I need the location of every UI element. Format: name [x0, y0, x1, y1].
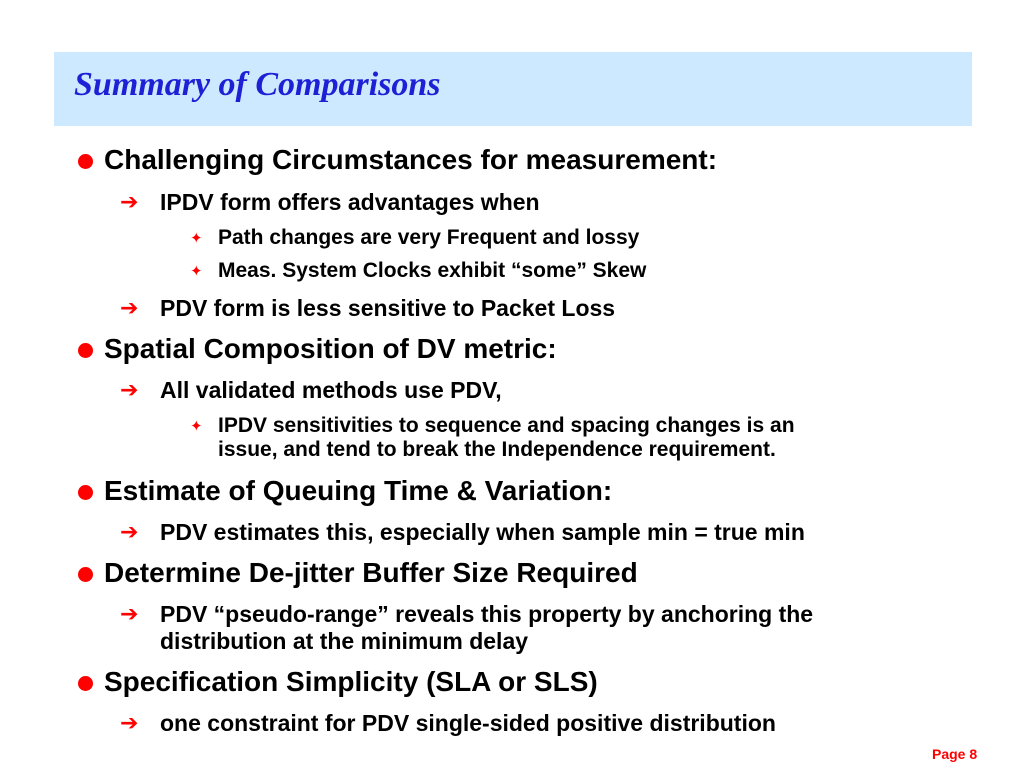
- page-number: Page 8: [932, 746, 978, 762]
- bullet-4-sub-1-line-1: PDV “pseudo-range” reveals this property by anchoring the: [160, 601, 814, 627]
- right-arrow-icon: ➔: [120, 601, 139, 626]
- bullet-5-sub-1: one constraint for PDV single-sided positive distribution: [160, 710, 776, 736]
- bullet-3-sub-1: PDV estimates this, especially when sample min = true min: [160, 519, 805, 545]
- circle-bullet-icon: [78, 567, 93, 582]
- right-arrow-icon: ➔: [120, 710, 139, 735]
- four-point-star-icon: ✦: [190, 230, 203, 247]
- bullet-1-sub-1-point-1: Path changes are very Frequent and lossy: [218, 226, 640, 249]
- bullet-1: Challenging Circumstances for measurement:: [104, 144, 718, 175]
- bullet-2-sub-1: All validated methods use PDV,: [160, 377, 502, 403]
- title-bar: [54, 52, 972, 126]
- circle-bullet-icon: [78, 343, 93, 358]
- bullet-1-sub-2: PDV form is less sensitive to Packet Loss: [160, 295, 616, 321]
- bullet-1-sub-1: IPDV form offers advantages when: [160, 189, 540, 215]
- circle-bullet-icon: [78, 154, 93, 169]
- bullet-2: Spatial Composition of DV metric:: [104, 333, 557, 364]
- right-arrow-icon: ➔: [120, 519, 139, 544]
- circle-bullet-icon: [78, 485, 93, 500]
- bullet-2-sub-1-point-1-line-2: issue, and tend to break the Independence requirement.: [218, 438, 776, 461]
- bullet-2-sub-1-point-1-line-1: IPDV sensitivities to sequence and spacing changes is an: [218, 414, 795, 437]
- bullet-5: Specification Simplicity (SLA or SLS): [104, 666, 598, 697]
- right-arrow-icon: ➔: [120, 189, 139, 214]
- circle-bullet-icon: [78, 676, 93, 691]
- right-arrow-icon: ➔: [120, 377, 139, 402]
- right-arrow-icon: ➔: [120, 295, 139, 320]
- bullet-1-sub-1-point-2: Meas. System Clocks exhibit “some” Skew: [218, 259, 647, 282]
- bullet-4-sub-1-line-2: distribution at the minimum delay: [160, 628, 529, 654]
- four-point-star-icon: ✦: [190, 263, 203, 280]
- four-point-star-icon: ✦: [190, 418, 203, 435]
- bullet-4: Determine De-jitter Buffer Size Required: [104, 557, 638, 588]
- bullet-3: Estimate of Queuing Time & Variation:: [104, 475, 613, 506]
- slide-title: Summary of Comparisons: [74, 66, 441, 103]
